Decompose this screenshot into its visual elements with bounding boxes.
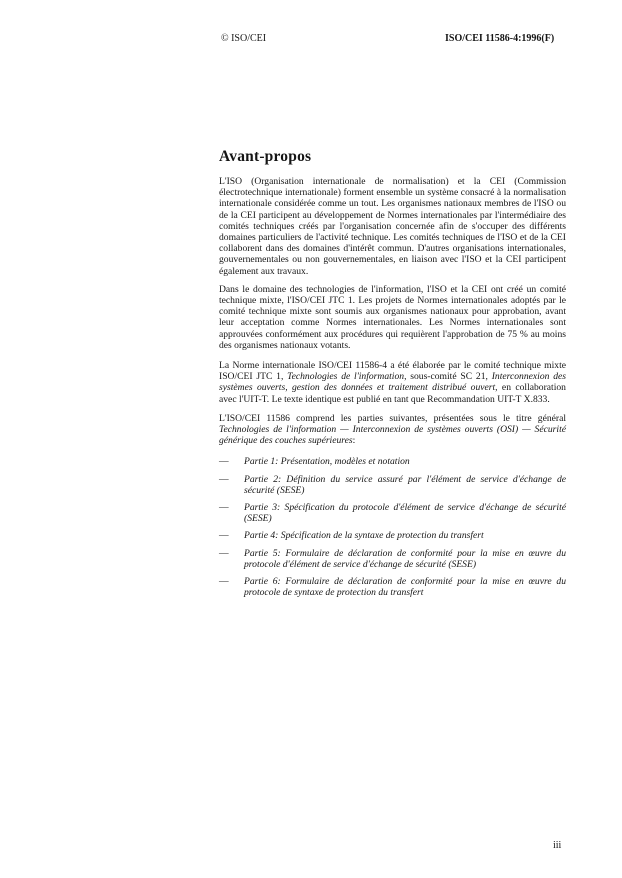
p4-text-c: : xyxy=(352,435,356,447)
paragraph-iso-cei: L'ISO (Organisation internationale de normalisation) et la CEI (Commission électrotechnique internationale) forment ensemble un système consacré à la normalisation internationale considérée comme un tout. Les organismes nationaux membres de l'ISO ou de la CEI participent au développement de Normes internationales par l'intermédiaire des comités techniques créés par l'organisation concernée afin de s'occuper des différents domaines particuliers de l'activité technique. Les comités techniques de l'ISO et de la CEI collaborent dans des domaines d'intérêt commun. D'autres organisations internationales, gouvernementales ou non gouvernementales, en liaison avec l'ISO et la CEI participent également aux travaux. xyxy=(219,176,566,277)
p3-italic-b: Technologies de l'information xyxy=(287,371,405,383)
list-item xyxy=(219,502,566,524)
part-5-text: Partie 5: Formulaire de déclaration de conformité pour la mise en œuvre du protocole d'élément de service d'échange de sécurité (SESE) xyxy=(244,547,566,570)
list-dash: — xyxy=(219,456,229,468)
p3-text-c: , sous-comité SC 21, xyxy=(404,371,492,383)
list-dash: — xyxy=(219,502,229,514)
list-item xyxy=(219,474,566,496)
list-dash: — xyxy=(219,576,229,588)
list-dash: — xyxy=(219,547,229,559)
part-1-text: Partie 1: Présentation, modèles et notation xyxy=(244,456,410,468)
page-number: iii xyxy=(553,840,562,851)
p4-text-a: L'ISO/CEI 11586 comprend les parties suivantes, présentées sous le titre général xyxy=(219,412,566,424)
part-4-text: Partie 4: Spécification de la syntaxe de protection du transfert xyxy=(244,530,484,542)
p3-text-e: , en collaboration avec l'UIT-T. Le texte identique est publié en tant que Recommandation UIT-T X.833. xyxy=(219,382,566,405)
paragraph-jtc1: Dans le domaine des technologies de l'information, l'ISO et la CEI ont créé un comité technique mixte, l'ISO/CEI JTC 1. Les projets de Normes internationales adoptés par le comité technique mixte sont soumis aux organismes nationaux pour approbation, avant leur acceptation comme Normes internationales. Les Normes internationales sont approuvées conformément aux procédures qui requièrent l'approbation de 75 % au moins des organismes nationaux votants. xyxy=(219,283,566,351)
header-standard-number: ISO/CEI 11586-4:1996(F) xyxy=(445,33,555,44)
list-item xyxy=(219,576,566,598)
paragraph-elaboration xyxy=(219,360,566,405)
part-6-text: Partie 6: Formulaire de déclaration de conformité pour la mise en œuvre du protocole de syntaxe de protection du transfert xyxy=(244,576,566,599)
page-title: Avant-propos xyxy=(219,148,312,165)
p3-italic-d: Interconnexion des systèmes ouverts, gestion des données et traitement distribué ouvert xyxy=(219,371,566,394)
list-item xyxy=(219,530,566,541)
part-2-text: Partie 2: Définition du service assuré par l'élément de service d'échange de sécurité (SESE) xyxy=(244,473,566,496)
header-copyright: © ISO/CEI xyxy=(221,33,267,44)
list-dash: — xyxy=(219,530,229,542)
parts-list xyxy=(219,456,566,598)
list-item xyxy=(219,548,566,570)
p4-italic-b: Technologies de l'information — Interconnexion de systèmes ouverts (OSI) — Sécurité générique des couches supérieures xyxy=(219,424,566,447)
paragraph-parts-intro xyxy=(219,413,566,447)
p3-text-a: La Norme internationale ISO/CEI 11586-4 a été élaborée par le comité technique mixte ISO/CEI JTC 1, xyxy=(219,360,566,383)
document-body xyxy=(219,176,566,605)
part-3-text: Partie 3: Spécification du protocole d'élément de service d'échange de sécurité (SESE) xyxy=(244,502,566,525)
list-dash: — xyxy=(219,473,229,485)
list-item xyxy=(219,456,566,467)
